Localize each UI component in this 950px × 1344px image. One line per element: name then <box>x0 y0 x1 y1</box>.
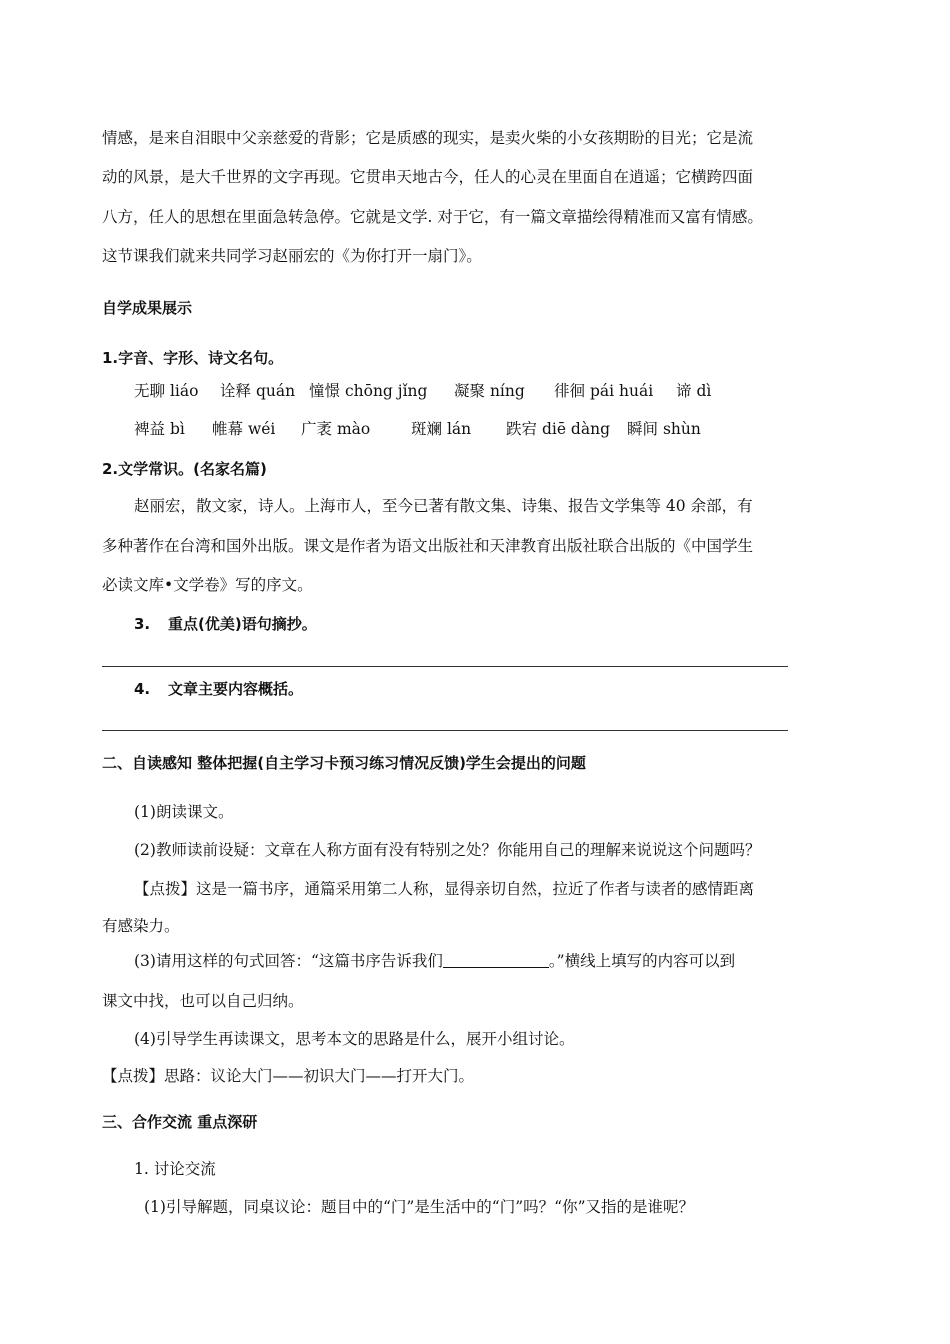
pinyin-word: 斑斓 <box>411 420 443 438</box>
pinyin-item <box>301 419 370 439</box>
item1-title: 1.字音、字形、诗文名句。 <box>102 349 284 367</box>
section2-p4a <box>134 951 735 971</box>
section2-title: 二、自读感知 整体把握(自主学习卡预习练习情况反馈)学生会提出的问题 <box>102 754 586 772</box>
item2-line-1: 赵丽宏，散文家，诗人。上海市人，至今已著有散文集、诗集、报告文学集等 40 余部，有 <box>134 497 753 515</box>
pinyin-item <box>454 381 525 401</box>
item3-number: 3. <box>134 615 151 633</box>
pinyin-word: 跌宕 <box>506 420 538 438</box>
section2-p4a-post: 。”横线上填写的内容可以到 <box>548 952 736 970</box>
pinyin-word: 广袤 <box>301 420 333 438</box>
intro-line-1: 情感，是来自泪眼中父亲慈爱的背影；它是质感的现实，是卖火柴的小女孩期盼的目光；它是流 <box>102 129 754 147</box>
pinyin-text: pái huái <box>589 382 654 400</box>
pinyin-text: diē dàng <box>541 420 611 438</box>
section2-p3b: 有感染力。 <box>102 917 180 935</box>
item2-line-2: 多种著作在台湾和国外出版。课文是作者为语文出版社和天津教育出版社联合出版的《中国学生 <box>102 537 754 555</box>
pinyin-text: lán <box>446 420 472 438</box>
pinyin-item <box>134 419 185 439</box>
item2-title: 2.文学常识。(名家名篇) <box>102 460 267 478</box>
item3-title: 重点(优美)语句摘抄。 <box>168 615 317 633</box>
answer-line <box>102 666 788 667</box>
pinyin-text: chōng jǐng <box>344 382 428 400</box>
pinyin-item <box>309 381 427 401</box>
pinyin-text: wéi <box>247 420 276 438</box>
section2-p4b: 课文中找，也可以自己归纳。 <box>102 992 304 1010</box>
section-self-study-title: 自学成果展示 <box>102 299 193 317</box>
pinyin-text: dì <box>696 382 712 400</box>
intro-line-4: 这节课我们就来共同学习赵丽宏的《为你打开一扇门》。 <box>102 247 482 265</box>
section2-p1: (1)朗读课文。 <box>134 803 234 821</box>
pinyin-text: liáo <box>169 382 199 400</box>
pinyin-word: 谛 <box>676 382 692 400</box>
section2-p4a-pre: (3)请用这样的句式回答：“这篇书序告诉我们 <box>134 952 443 970</box>
section3-title: 三、合作交流 重点深研 <box>102 1113 258 1131</box>
pinyin-item <box>212 419 275 439</box>
pinyin-text: shùn <box>662 420 701 438</box>
pinyin-item <box>676 381 711 401</box>
pinyin-word: 徘徊 <box>554 382 586 400</box>
answer-line <box>102 730 788 731</box>
pinyin-word: 无聊 <box>134 382 166 400</box>
pinyin-text: bì <box>169 420 185 438</box>
intro-line-2: 动的风景，是大千世界的文字再现。它贯串天地古今，任人的心灵在里面自在逍遥；它横跨四面 <box>102 168 754 186</box>
intro-line-3: 八方，任人的思想在里面急转急停。它就是文学. 对于它，有一篇文章描绘得精准而又富有情感。 <box>102 208 763 226</box>
pinyin-item <box>554 381 653 401</box>
pinyin-word: 裨益 <box>134 420 166 438</box>
pinyin-item <box>134 381 198 401</box>
pinyin-item <box>627 419 701 439</box>
section2-p2: (2)教师读前设疑：文章在人称方面有没有特别之处？你能用自己的理解来说说这个问题吗？ <box>134 841 761 859</box>
pinyin-item <box>506 419 610 439</box>
pinyin-word: 凝聚 <box>454 382 486 400</box>
item2-line-3: 必读文库•文学卷》写的序文。 <box>102 576 313 594</box>
item4-title: 文章主要内容概括。 <box>168 680 304 698</box>
pinyin-word: 瞬间 <box>627 420 659 438</box>
pinyin-word: 憧憬 <box>309 382 341 400</box>
pinyin-text: mào <box>336 420 371 438</box>
pinyin-item <box>411 419 471 439</box>
pinyin-text: quán <box>255 382 296 400</box>
pinyin-word: 帷幕 <box>212 420 244 438</box>
pinyin-text: níng <box>489 382 525 400</box>
item4-number: 4. <box>134 680 151 698</box>
section3-p2: (1)引导解题，同桌议论：题目中的“门”是生活中的“门”吗？“你”又指的是谁呢？ <box>144 1198 695 1216</box>
fill-blank <box>443 952 549 968</box>
section2-p5: (4)引导学生再读课文，思考本文的思路是什么，展开小组讨论。 <box>134 1030 575 1048</box>
section2-p6: 【点拨】思路：议论大门——初识大门——打开大门。 <box>102 1067 475 1085</box>
pinyin-item <box>220 381 295 401</box>
section2-p3a: 【点拨】这是一篇书序，通篇采用第二人称，显得亲切自然，拉近了作者与读者的感情距离 <box>134 880 755 898</box>
pinyin-word: 诠释 <box>220 382 252 400</box>
section3-p1: 1. 讨论交流 <box>134 1160 216 1178</box>
